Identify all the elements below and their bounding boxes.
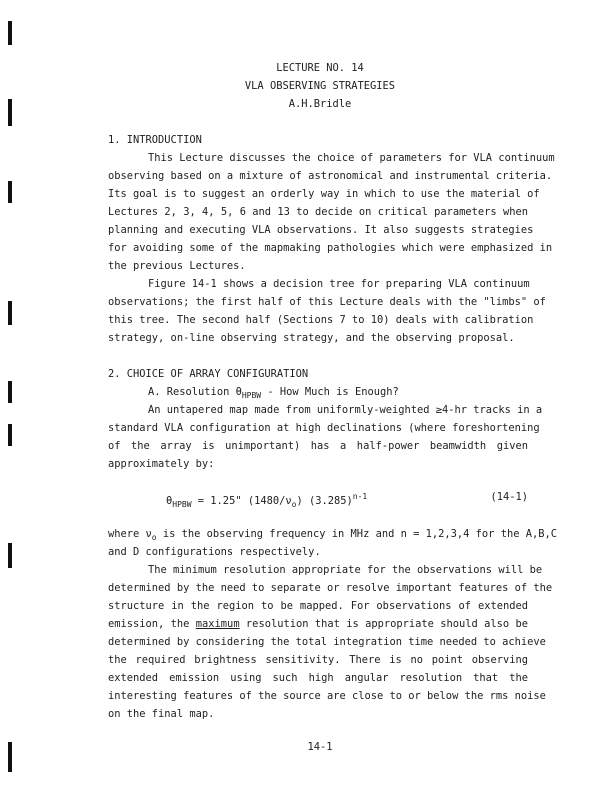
paragraph-line: determined by considering the total integration time needed to achieve: [108, 636, 546, 648]
scan-mark: [8, 301, 12, 325]
paragraph-line: approximately by:: [108, 458, 215, 470]
scan-mark: [8, 181, 12, 203]
scan-mark: [8, 381, 12, 403]
paragraph-line: the previous Lectures.: [108, 260, 246, 272]
equation-number: (14-1): [490, 491, 528, 503]
emphasis-maximum: maximum: [195, 618, 240, 630]
paragraph-line: interesting features of the source are close to or below the rms noise: [108, 690, 546, 702]
paragraph-line: emission, the maximum resolution that is appropriate should also be: [108, 618, 528, 630]
scan-mark: [8, 424, 12, 446]
paragraph-line: for avoiding some of the mapmaking pathologies which were emphasized in: [108, 242, 553, 254]
paragraph-line: determined by the need to separate or resolve important features of the: [108, 582, 553, 594]
paragraph-line: observing based on a mixture of astronomical and instrumental criteria.: [108, 170, 553, 182]
scan-mark: [8, 543, 12, 568]
paragraph-line: structure in the region to be mapped. For observations of extended: [108, 600, 528, 612]
subsection-heading: A. Resolution $\theta_{HPBW}$ - How Much is Enough?: [148, 386, 399, 400]
lecture-number: LECTURE NO. 14: [276, 62, 364, 74]
paragraph-line: Figure 14-1 shows a decision tree for preparing VLA continuum: [148, 278, 530, 290]
paragraph-line: observations; the first half of this Lecture deals with the "limbs" of: [108, 296, 546, 308]
paragraph-line: standard VLA configuration at high declinations (where foreshortening: [108, 422, 540, 434]
paragraph-line: strategy, on-line observing strategy, and the observing proposal.: [108, 332, 515, 344]
equation: $\theta_{HPBW} = 1.25$" $(1480/\nu_o)$ $(3.285)^{n-1}$: [166, 492, 368, 509]
paragraph-line: the required brightness sensitivity. There is no point observing: [108, 654, 528, 666]
paragraph-line: planning and executing VLA observations. It also suggests strategies: [108, 224, 534, 236]
paragraph-line: Its goal is to suggest an orderly way in which to use the material of: [108, 188, 540, 200]
paragraph-line: where $\nu_o$ is the observing frequency in MHz and n = 1,2,3,4 for the A,B,C: [108, 528, 557, 542]
paragraph-line: An untapered map made from uniformly-weighted ≥4-hr tracks in a: [148, 404, 543, 416]
paragraph-line: and D configurations respectively.: [108, 546, 321, 558]
scan-mark: [8, 21, 12, 45]
section-heading: 2. CHOICE OF ARRAY CONFIGURATION: [108, 368, 309, 380]
lecture-title: VLA OBSERVING STRATEGIES: [244, 80, 396, 92]
author: A.H.Bridle: [288, 98, 352, 110]
section-heading: 1. INTRODUCTION: [108, 134, 202, 146]
paragraph-line: on the final map.: [108, 708, 215, 720]
paragraph-line: of the array is unimportant) has a half-power beamwidth given: [108, 440, 528, 452]
paragraph-line: this tree. The second half (Sections 7 to 10) deals with calibration: [108, 314, 534, 326]
paragraph-line: extended emission using such high angular resolution that the: [108, 672, 528, 684]
paragraph-line: Lectures 2, 3, 4, 5, 6 and 13 to decide on critical parameters when: [108, 206, 528, 218]
page-number: 14-1: [307, 741, 333, 753]
paragraph-line: The minimum resolution appropriate for the observations will be: [148, 564, 543, 576]
paragraph-line: This Lecture discusses the choice of parameters for VLA continuum: [148, 152, 555, 164]
